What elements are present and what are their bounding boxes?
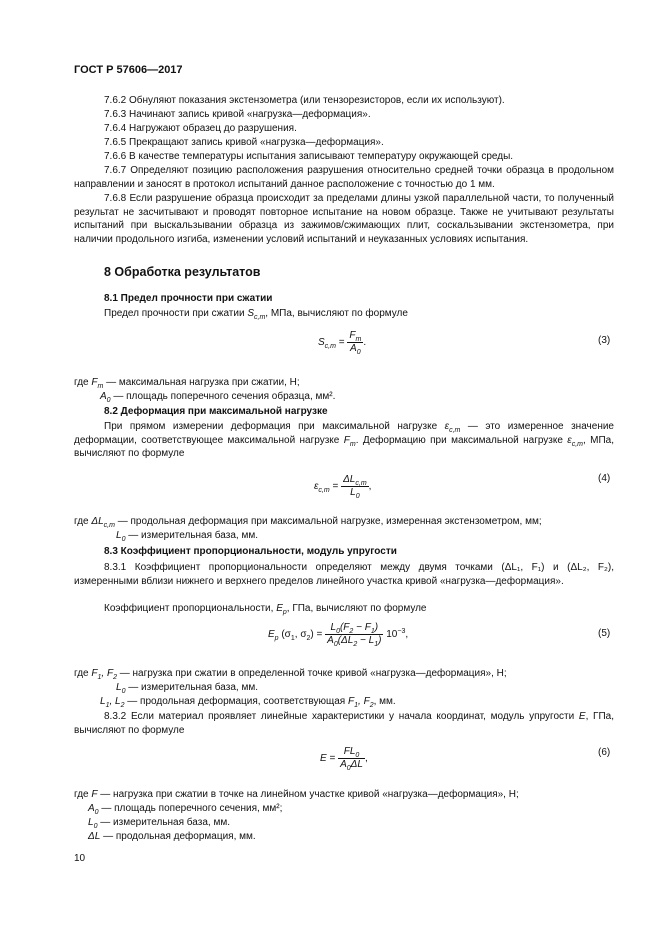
- where-5-1: где $F_1$, $F_2$ — нагрузка при сжатии в определенной точке кривой «нагрузка—деформация», Н;: [74, 668, 507, 681]
- where-6-2: $A_0$ — площадь поперечного сечения, мм²;: [88, 803, 283, 816]
- para-7-6-8: 7.6.8 Если разрушение образца происходит за пределами длины узкой параллельной части, то полученный результат не засчитывают и проводят повторное испытание на новом образце. Также не учитывают результаты испытаний при выскальзывании образца из зажимов/сжимающих плит, соскальзывании экстензометра, при наличии продольного изгиба, изменении условий испытаний и неуказанных условиях испытания.: [74, 193, 614, 245]
- p83-3a: 8.3.2 Если материал проявляет линейные характеристики у начала координат, модуль упругости: [104, 711, 575, 722]
- where-6-3: $L_0$ — измерительная база, мм.: [88, 817, 230, 830]
- symbol-sigma: $S_{c,m}$: [247, 308, 266, 321]
- para-8-3-1: 8.3.1 Коэффициент пропорциональности определяют между двумя точками (ΔL₁, F₁) и (ΔL₂, F₂), измеренными вблизи нижнего и верхнего пределов линейного участка кривой «нагрузка—деформация».: [74, 562, 614, 587]
- where-4-1: где $\Delta L_{c,m}$ — продольная деформация при максимальной нагрузке, измеренная экстензометром, мм;: [74, 516, 542, 529]
- equation-5: $E_p$ ($\sigma_1$, $\sigma_2$) = $\frac{L_0(F_2 - F_1)}{A_0(\Delta L_2 - L_1)}$ $10^{-3}$,: [268, 622, 409, 648]
- para-7-6-6: 7.6.6 В качестве температуры испытания записывают температуру окружающей среды.: [104, 151, 514, 162]
- para-7-6-7: 7.6.7 Определяют позицию расположения разрушения относительно средней точки образца в продольном направлении и заносят в протокол испытаний данное расположение с точностью до 1 мм.: [74, 165, 614, 190]
- section-8-3-heading: 8.3 Коэффициент пропорциональности, модуль упругости: [104, 546, 397, 557]
- symbol-fm: $F_m$: [343, 434, 356, 448]
- where-3-1-text: — максимальная нагрузка при сжатии, Н;: [106, 377, 300, 388]
- section-8-1-heading: 8.1 Предел прочности при сжатии: [104, 293, 273, 304]
- para-8-3-2: [74, 710, 614, 737]
- p82-a: При прямом измерении деформация при максимальной нагрузке: [104, 421, 438, 432]
- where-5-3: $L_1$, $L_2$ — продольная деформация, соответствующая $F_1$, $F_2$, мм.: [100, 696, 396, 709]
- equation-6: E = $\frac{FL_0}{A_0\Delta L}$ ,: [320, 746, 368, 772]
- symbol-ep: $E_p$: [276, 603, 287, 616]
- where-6-2-text: — площадь поперечного сечения, мм²;: [101, 803, 283, 814]
- where-6-3-text: — измерительная база, мм.: [100, 817, 230, 828]
- section-8-heading: 8 Обработка результатов: [104, 265, 261, 279]
- where-4-2: $L_0$ — измерительная база, мм.: [116, 530, 258, 543]
- equation-3: $S_{c,m}$ = $\frac{F_m}{A_0}$ .: [318, 330, 367, 356]
- where-5-2-text: — измерительная база, мм.: [128, 682, 258, 693]
- equation-6-number: (6): [598, 747, 611, 758]
- where-5-2: $L_0$ — измерительная база, мм.: [116, 682, 258, 695]
- para-7-6-3: 7.6.3 Начинают запись кривой «нагрузка—деформация».: [104, 109, 371, 120]
- p82-c: . Деформацию при максимальной нагрузке: [355, 434, 563, 446]
- where-3-1: где $F_m$ — максимальная нагрузка при сжатии, Н;: [74, 377, 300, 390]
- symbol-e: E: [578, 711, 586, 722]
- symbol-eps-2: $\varepsilon_{c,m}$: [567, 434, 583, 448]
- equation-5-number: (5): [598, 628, 611, 639]
- section-8-2-para: [74, 420, 614, 461]
- document-header: ГОСТ Р 57606—2017: [74, 64, 183, 76]
- where-5-3-text: — продольная деформация, соответствующая: [127, 696, 346, 707]
- where-3-2: $A_0$ — площадь поперечного сечения образца, мм².: [100, 391, 336, 404]
- equation-4: $\varepsilon_{c,m}$ = $\frac{\Delta L_{c,m}}{L_0}$ ,: [314, 474, 372, 500]
- where-6-1: где F — нагрузка при сжатии в точке на линейном участке кривой «нагрузка—деформация», Н;: [74, 789, 519, 800]
- p82-b: — это измеренное значение деформации, соответствующее максимальной нагрузке: [74, 421, 614, 446]
- where-5-1-text: — нагрузка при сжатии в определенной точке кривой «нагрузка—деформация», Н;: [119, 668, 507, 679]
- intro-8-1-a: Предел прочности при сжатии: [104, 308, 245, 319]
- symbol-eps: $\varepsilon_{c,m}$: [444, 421, 461, 434]
- para-7-6-4: 7.6.4 Нагружают образец до разрушения.: [104, 123, 297, 134]
- equation-3-number: (3): [598, 335, 611, 346]
- where-4-1-text: — продольная деформация при максимальной нагрузке, измеренная экстензометром, мм;: [117, 516, 542, 527]
- equation-4-number: (4): [598, 473, 611, 484]
- page-number: 10: [74, 853, 86, 864]
- where-6-1-text: — нагрузка при сжатии в точке на линейном участке кривой «нагрузка—деформация», Н;: [100, 789, 519, 800]
- p83-2b: , ГПа, вычисляют по формуле: [286, 603, 427, 614]
- p83-2a: Коэффициент пропорциональности,: [104, 603, 274, 614]
- where-6-4-text: — продольная деформация, мм.: [103, 831, 256, 842]
- section-8-1-intro: [104, 307, 408, 321]
- where-6-4: ΔL — продольная деформация, мм.: [88, 831, 256, 842]
- para-7-6-2: 7.6.2 Обнуляют показания экстензометра (или тензорезисторов, если их используют).: [104, 95, 505, 106]
- intro-8-1-b: , МПа, вычисляют по формуле: [265, 308, 408, 319]
- section-8-2-heading: 8.2 Деформация при максимальной нагрузке: [104, 406, 328, 417]
- para-8-3-1-b: [104, 602, 427, 616]
- para-7-6-5: 7.6.5 Прекращают запись кривой «нагрузка—деформация».: [104, 137, 384, 148]
- where-3-2-text: — площадь поперечного сечения образца, мм².: [113, 391, 336, 402]
- p82-d: , МПа, вычисляют по формуле: [74, 434, 614, 459]
- where-4-2-text: — измерительная база, мм.: [128, 530, 258, 541]
- p83-3b: , ГПа, вычисляют по формуле: [74, 711, 614, 736]
